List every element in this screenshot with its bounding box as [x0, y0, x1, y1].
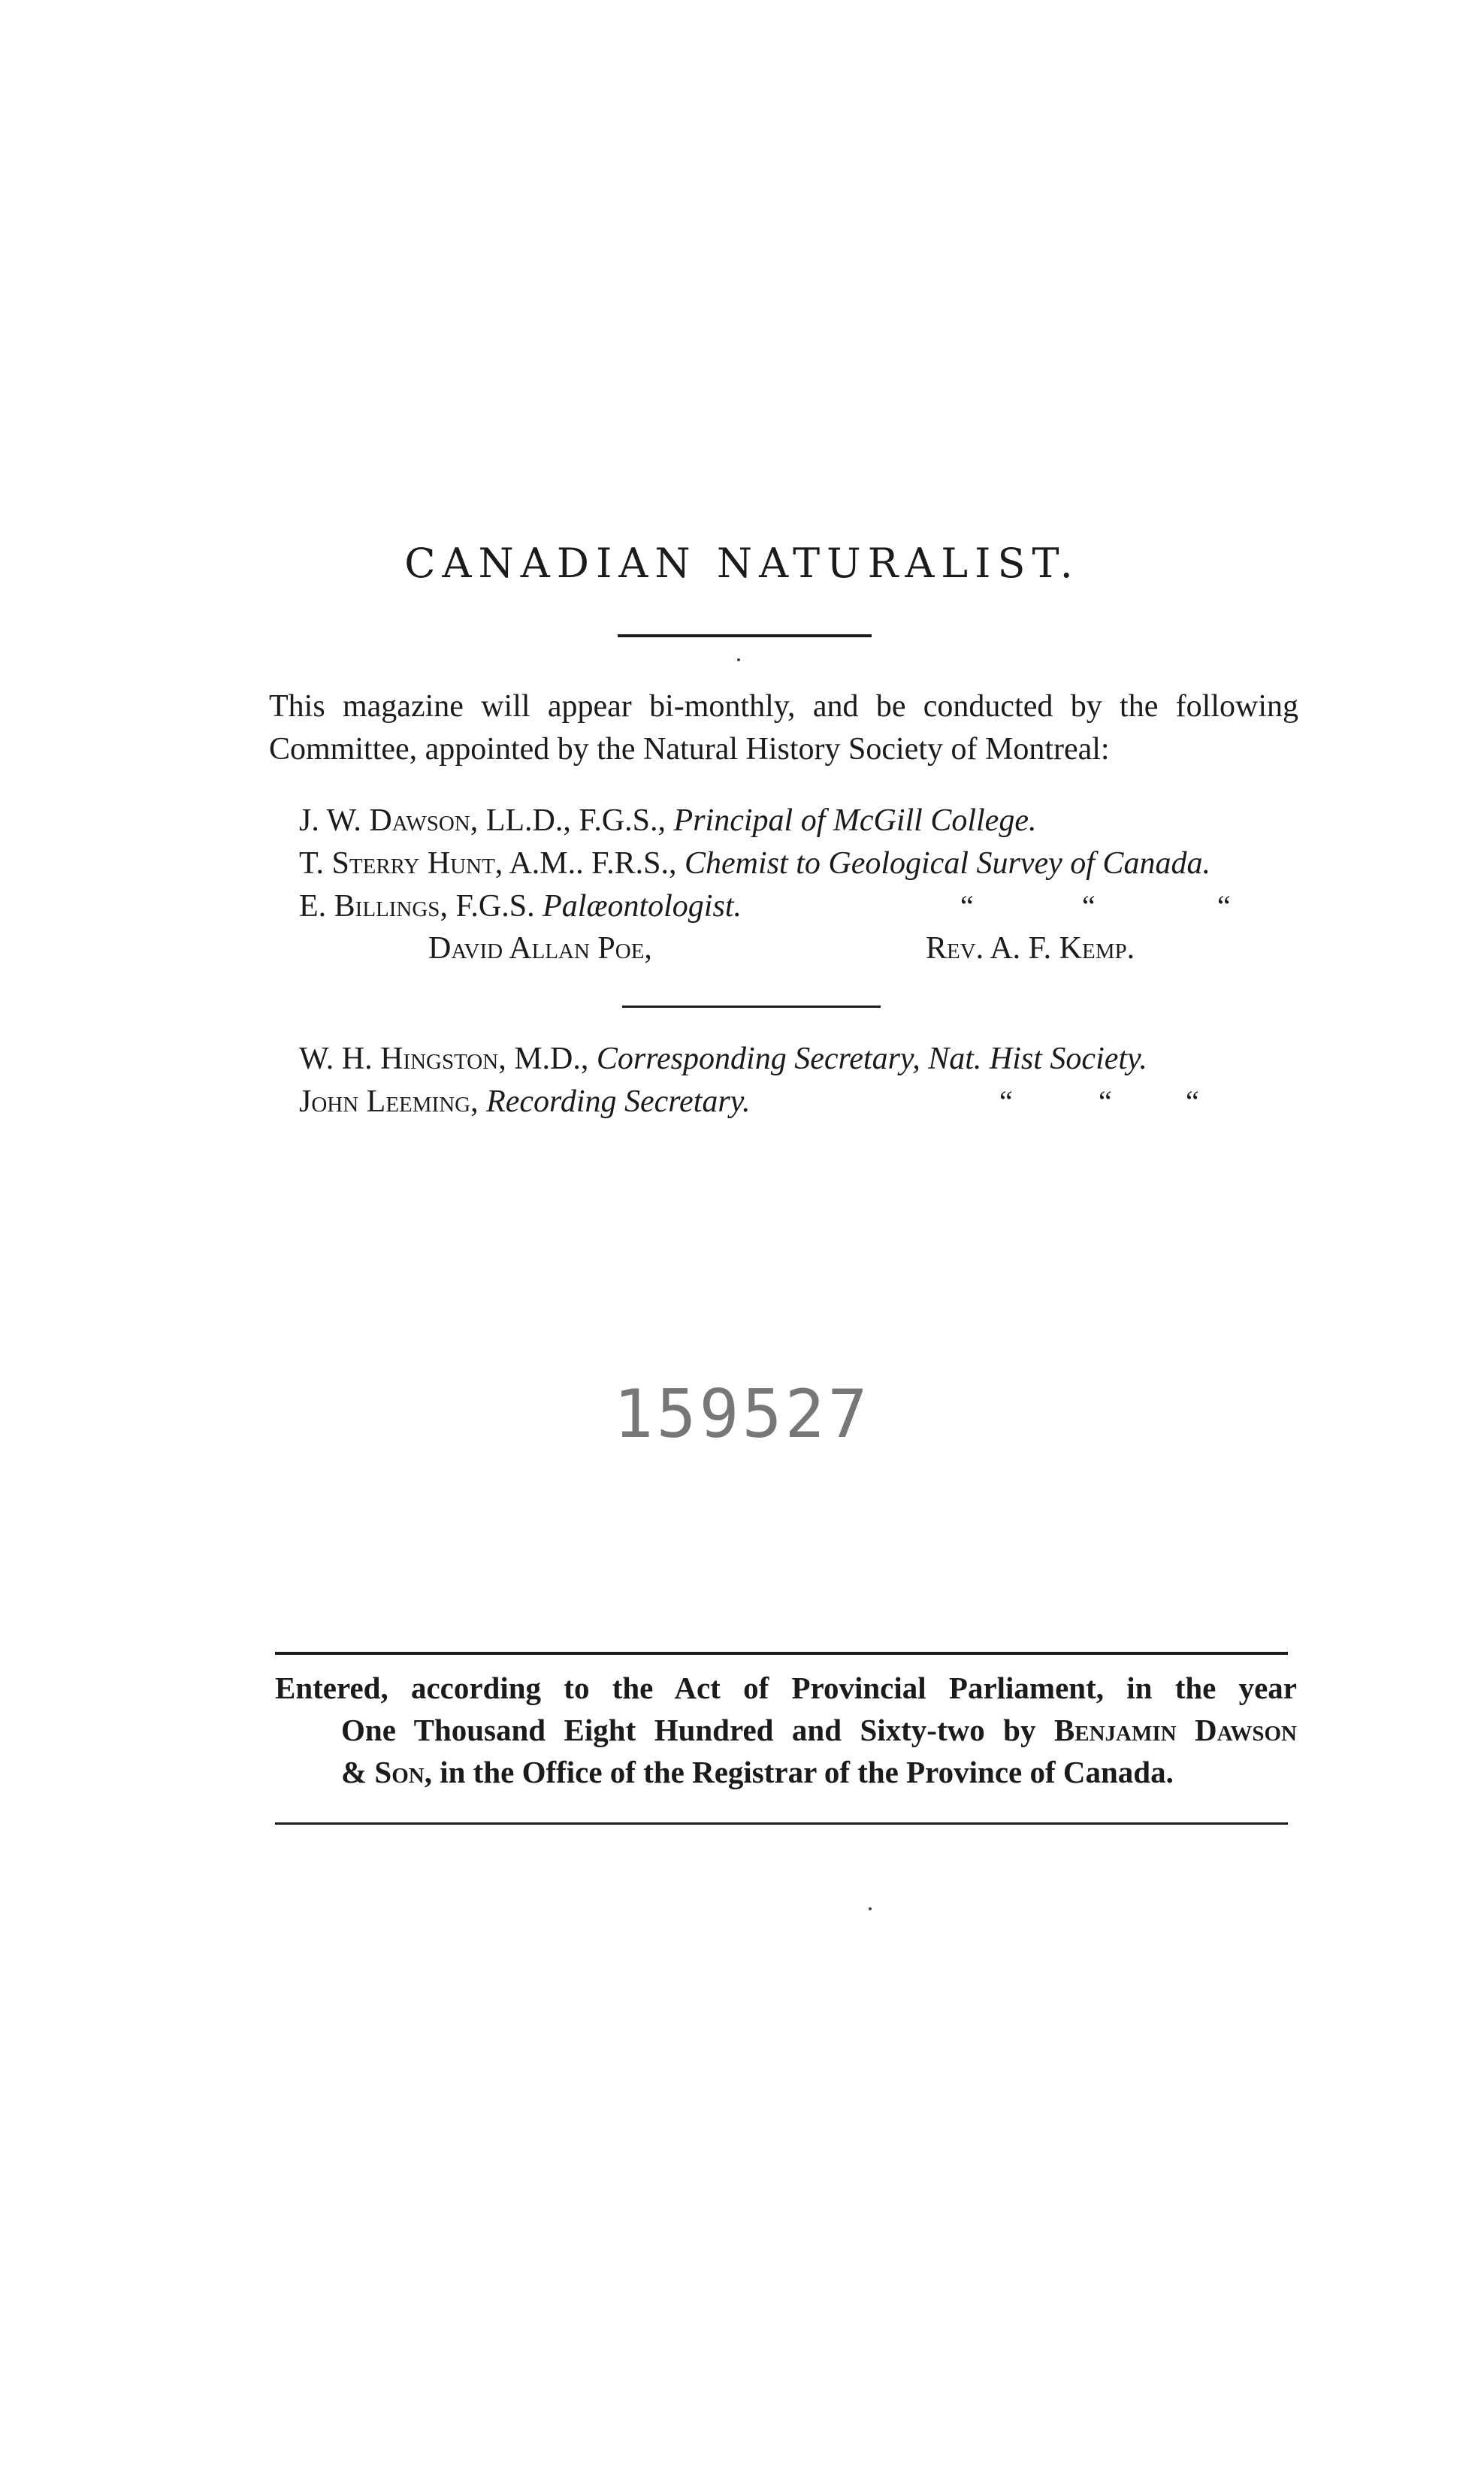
secretary-role: Corresponding Secretary, Nat. Hist Society.: [596, 1042, 1147, 1076]
ditto-mark: “: [1099, 1084, 1112, 1118]
notice-line-2: [275, 1709, 1297, 1751]
ditto-mark: “: [1186, 1084, 1199, 1118]
member-role: Chemist to Geological Survey of Canada.: [685, 846, 1210, 881]
committee-member-3: [299, 888, 742, 924]
recording-secretary: [299, 1084, 751, 1120]
committee-member-1: [299, 803, 1036, 839]
page-title: CANADIAN NATURALIST.: [404, 540, 1080, 587]
entered-bottom-rule: [275, 1822, 1288, 1825]
member-role: Principal of McGill College.: [673, 803, 1037, 838]
secretary-role: Recording Secretary.: [486, 1084, 751, 1119]
intro-paragraph: This magazine will appear bi-monthly, and be conducted by the following Committee, appointed by the Natural History Society of Montreal:: [269, 689, 1298, 767]
member-degrees: , F.G.S.: [440, 889, 543, 924]
member-name: J. W. Dawson: [299, 803, 470, 838]
member-name: T. Sterry Hunt: [299, 846, 495, 881]
copyright-notice: [275, 1667, 1297, 1793]
ditto-mark: “: [999, 1084, 1013, 1118]
committee-divider: [622, 1006, 881, 1008]
member-rev-kemp: Rev. A. F. Kemp.: [926, 931, 1135, 966]
library-stamp-number: 159527: [613, 1375, 871, 1453]
committee-member-2: [299, 845, 1210, 882]
title-divider: [618, 634, 872, 637]
notice-line-3: [275, 1751, 1297, 1793]
publisher-suffix: & Son: [341, 1755, 425, 1789]
entered-top-rule: [275, 1652, 1288, 1655]
member-role: Palæontologist.: [543, 889, 742, 924]
ditto-mark: “: [1217, 889, 1231, 923]
ditto-mark: “: [960, 889, 974, 923]
secretary-name: John Leeming: [299, 1084, 471, 1119]
notice-line-1: Entered, according to the Act of Provincial Parliament, in the year: [275, 1671, 1297, 1705]
ink-speck: [869, 1907, 872, 1910]
corresponding-secretary: [299, 1041, 1147, 1077]
ditto-mark: “: [1082, 889, 1096, 923]
member-name: E. Billings: [299, 889, 440, 924]
secretary-degrees: ,: [470, 1084, 487, 1119]
publisher-name: Benjamin Dawson: [1053, 1713, 1297, 1747]
member-degrees: , A.M.. F.R.S.,: [494, 846, 685, 881]
notice-text: One Thousand Eight Hundred and Sixty-two by: [341, 1713, 1054, 1747]
secretary-degrees: , M.D.,: [498, 1042, 597, 1076]
notice-text: , in the Office of the Registrar of the Province of Canada.: [424, 1755, 1174, 1789]
secretary-name: W. H. Hingston: [299, 1042, 499, 1076]
ink-speck: [737, 658, 740, 661]
member-david-allan-poe: David Allan Poe,: [428, 931, 652, 966]
member-degrees: , LL.D., F.G.S.,: [470, 803, 674, 838]
